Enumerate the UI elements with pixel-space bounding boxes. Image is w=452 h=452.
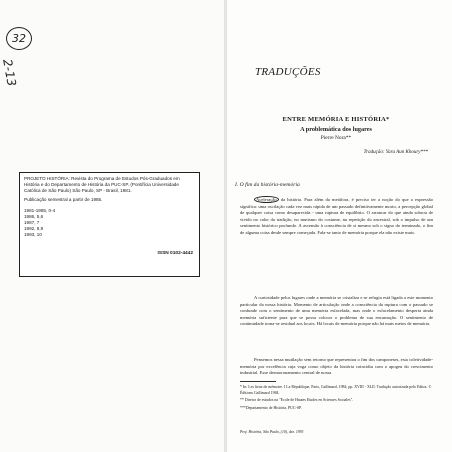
section-subheading: I. O fim da história-memória — [235, 182, 300, 188]
catalog-year-line: 1987, 7 — [24, 219, 40, 225]
catalog-record — [19, 172, 200, 277]
footnote-divider — [240, 381, 276, 382]
catalog-year-line: 1993, 10 — [24, 231, 42, 237]
catalog-description: PROJETO HISTÓRIA: Revista do Programa de Estudos Pós-Graduados em História e do Departamento de História da PUC-SP. (Pontifícia Universidade Católica de São Paulo) São Paulo, SP - Brasil, 1981. — [24, 176, 180, 193]
catalog-frequency: Publicação semestral a partir de 1985. — [24, 196, 103, 202]
paragraph-text: Pensemos nessa mutilação sem retorno que representou o fim dos camponeses, esta coletividade-memória por excelência cuja voga como objeto da história coincidiu com o apogeu do crescimento industrial. Esse desmoronamento central de nossa — [240, 357, 433, 376]
catalog-years — [24, 208, 195, 238]
article-title: ENTRE MEMÓRIA E HISTÓRIA* — [282, 116, 390, 123]
handwritten-page-number: 32 — [6, 27, 32, 50]
paragraph-text: A curiosidade pelos lugares onde a memória se cristaliza e se refugia está ligada a este momento particular da nossa história. Momento de articulação onde a consciência da ruptura com o passado se confunde com o sentimento de uma memória esfacelada, mas onde o esfacelamento desperta ainda memória suficiente para que se possa colocar o problema de sua encarnação. O sentimento de continuidade torna-se residual aos locais. Há locais de memória porque não há mais meios de memória. — [240, 295, 433, 327]
section-title: TRADUÇÕES — [255, 66, 321, 78]
catalog-year-line: 1992, 8,9 — [24, 225, 44, 231]
book-gutter — [224, 0, 227, 452]
circled-word: Aceleração — [256, 197, 277, 202]
footnotes — [240, 385, 433, 414]
footnote: * In: Les lieux de mémoire. I La République, Paris, Gallimard, 1984, pp. XVIII - XLII. Tradução autorizada pelo Editor. © Éditions Gallimard 1984. — [240, 385, 432, 395]
handwritten-note: 2-13 — [0, 58, 19, 88]
issn-number: ISSN 0102-4442 — [157, 250, 193, 256]
body-paragraph-1 — [240, 197, 433, 236]
page-footer: Proj. História, São Paulo, (10), dez. 1993 — [240, 430, 304, 434]
article-subtitle: A problemática dos lugares — [300, 126, 372, 133]
body-paragraph-3 — [240, 357, 433, 377]
catalog-year-line: 1986, 5,6 — [24, 213, 44, 219]
catalog-year-line: 1981-1985, 0-4 — [24, 207, 56, 213]
footnote: ***Departamento de História, PUC-SP. — [240, 405, 302, 410]
footnote: ** Diretor de estudos na "Ecole de Hautes Etudes en Sciences Sociales". — [240, 398, 354, 403]
paragraph-text: da história. Para além da metáfora, é preciso ter a noção do que a expressão significa: uma oscilação cada vez mais rápida de um passado definitivamente morto, a percepção global de qualquer coisa como desaparecida - uma ruptura de equilíbrio. O arrancar do que ainda sobrou de vivido no calor da tradição, no mutismo do costume, na repetição do ancestral, sob o impulso de um sentimento histórico profundo. A ascensão à consciência de si mesmo sob o signo do terminado, o fim de alguma coisa desde sempre começada. Fala-se tanto de memória porque ela não existe mais. — [240, 197, 433, 235]
article-author: Pierre Nora** — [320, 135, 352, 141]
translator-credit: Tradução: Yara Aun Khoury*** — [363, 150, 428, 155]
body-paragraph-2 — [240, 295, 433, 328]
